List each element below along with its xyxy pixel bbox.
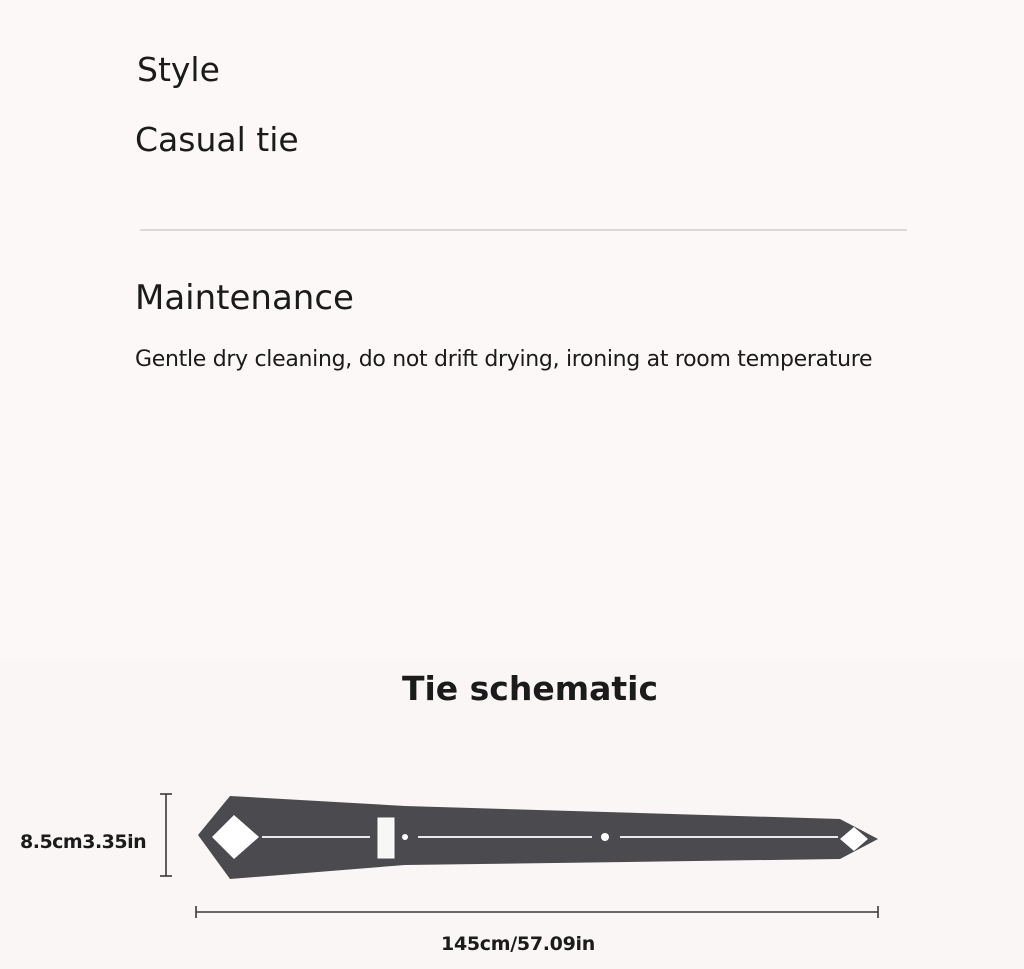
keeper-loop bbox=[378, 818, 394, 858]
width-label: 8.5cm3.35in bbox=[20, 831, 147, 853]
maintenance-heading: Maintenance bbox=[135, 278, 354, 318]
maintenance-text: Gentle dry cleaning, do not drift drying, ironing at room temperature bbox=[135, 347, 873, 372]
length-dimension-marker bbox=[196, 906, 878, 918]
schematic-title: Tie schematic bbox=[401, 669, 659, 708]
style-value: Casual tie bbox=[135, 120, 299, 159]
section-divider bbox=[140, 229, 907, 231]
stitch-dot bbox=[402, 834, 408, 840]
style-heading: Style bbox=[137, 50, 220, 89]
width-dimension-marker bbox=[160, 794, 172, 876]
length-label: 145cm/57.09in bbox=[441, 933, 595, 955]
stitch-dot bbox=[601, 833, 609, 841]
